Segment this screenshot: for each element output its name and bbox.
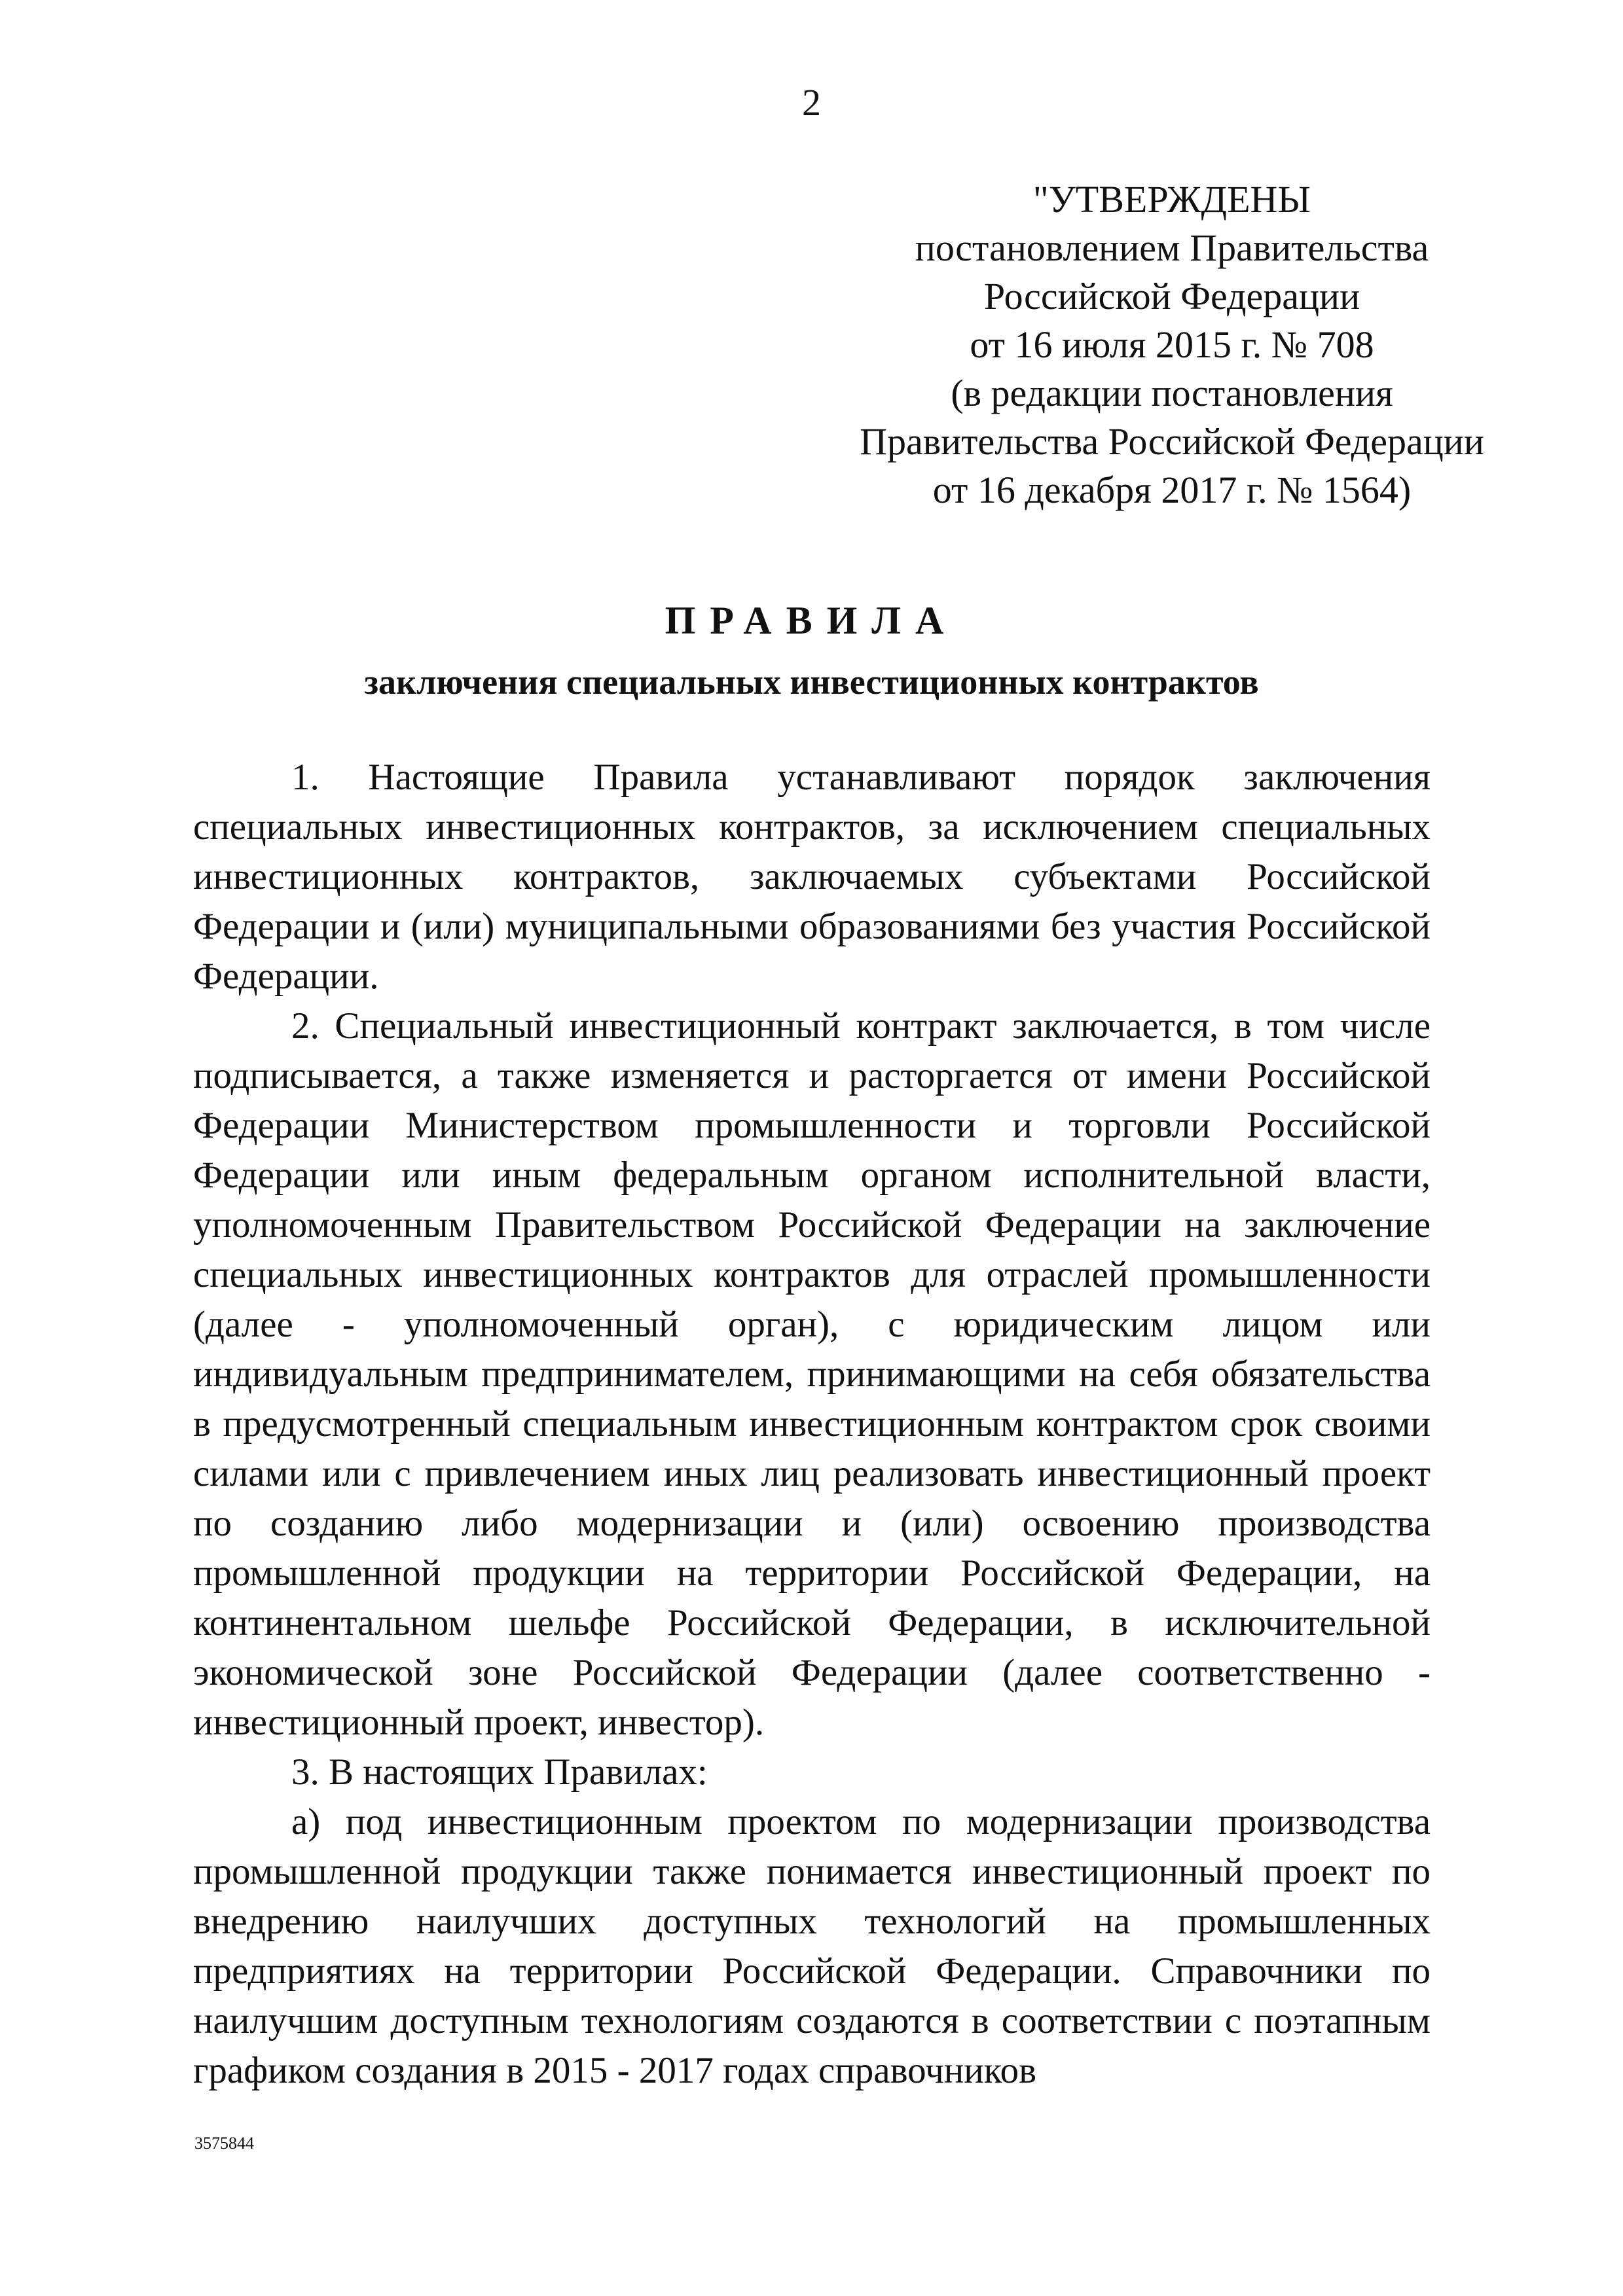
page-number: 2 (802, 81, 821, 124)
approval-line: Российской Федерации (983, 275, 1360, 317)
paragraph: 2. Специальный инвестиционный контракт заключается, в том числе подписывается, а также изменяется и расторгается от имени Российской Федерации Министерством промышленности и торговли Российской Федерации или иным федеральным органом исполнительной власти, уполномоченным Правительством Российской Федерации на заключение специальных инвестиционных контрактов для отраслей промышленности (далее - уполномоченный орган), с юридическим лицом или индивидуальным предпринимателем, принимающими на себя обязательства в предусмотренный специальным инвестиционным контрактом срок своими силами или с привлечением иных лиц реализовать инвестиционный проект по созданию либо модернизации и (или) освоению производства промышленной продукции на территории Российской Федерации, на континентальном шельфе Российской Федерации, в исключительной экономической зоне Российской Федерации (далее соответственно - инвестиционный проект, инвестор). (193, 1005, 1431, 1743)
document-body (193, 753, 1431, 2096)
approval-line: "УТВЕРЖДЕНЫ (1033, 178, 1311, 221)
document-title: ПРАВИЛА (665, 599, 958, 642)
approval-line: (в редакции постановления (951, 372, 1393, 414)
approval-line: Правительства Российской Федерации (860, 420, 1484, 463)
document-code: 3575844 (194, 2134, 254, 2153)
approval-line: от 16 декабря 2017 г. № 1564) (932, 469, 1412, 511)
paragraph: 3. В настоящих Правилах: (291, 1751, 708, 1793)
document-subtitle: заключения специальных инвестиционных контрактов (364, 662, 1259, 702)
paragraph: а) под инвестиционным проектом по модернизации производства промышленной продукции также понимается инвестиционный проект по внедрению наилучших доступных технологий на промышленных предприятиях на территории Российской Федерации. Справочники по наилучшим доступным технологиям создаются в соответствии с поэтапным графиком создания в 2015 - 2017 годах справочников (193, 1801, 1431, 2091)
approval-stamp-block (759, 175, 1584, 514)
paragraph: 1. Настоящие Правила устанавливают порядок заключения специальных инвестиционных контрактов, за исключением специальных инвестиционных контрактов, заключаемых субъектами Российской Федерации и (или) муниципальными образованиями без участия Российской Федерации. (193, 757, 1431, 997)
approval-line: постановлением Правительства (915, 226, 1429, 269)
approval-line: от 16 июля 2015 г. № 708 (970, 323, 1374, 366)
